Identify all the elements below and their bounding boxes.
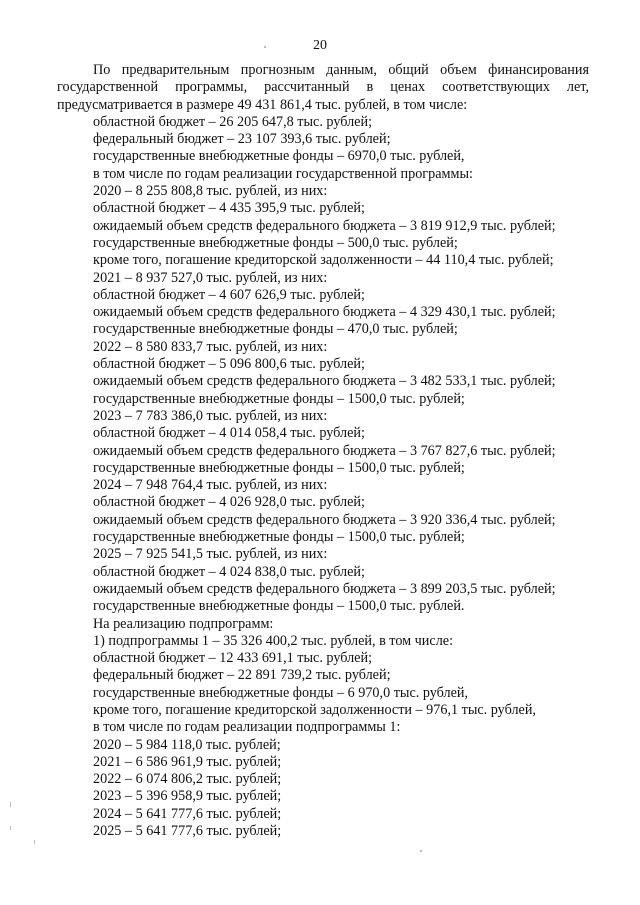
- page-number: 20: [313, 38, 327, 53]
- text-line: кроме того, погашение кредиторской задолженности – 976,1 тыс. рублей,: [93, 701, 536, 718]
- text-line: ожидаемый объем средств федерального бюджета – 3 767 827,6 тыс. рублей;: [93, 442, 556, 459]
- scan-speck: [34, 840, 35, 844]
- text-line: государственной программы, рассчитанный в ценах соответствующих лет,: [57, 79, 589, 96]
- text-line: государственные внебюджетные фонды – 1500,0 тыс. рублей;: [93, 459, 465, 476]
- text-line: 2021 – 8 937 527,0 тыс. рублей, из них:: [93, 269, 328, 286]
- text-line: государственные внебюджетные фонды – 1500,0 тыс. рублей;: [93, 390, 465, 407]
- text-line: федеральный бюджет – 23 107 393,6 тыс. рублей;: [93, 131, 391, 148]
- text-line: 2025 – 7 925 541,5 тыс. рублей, из них:: [93, 546, 328, 563]
- text-line: 2021 – 6 586 961,9 тыс. рублей;: [93, 753, 282, 770]
- document-body: [57, 62, 589, 840]
- text-line: государственные внебюджетные фонды – 500,0 тыс. рублей;: [93, 234, 458, 251]
- scan-speck: [420, 850, 422, 852]
- text-line: государственные внебюджетные фонды – 470,0 тыс. рублей;: [93, 321, 458, 338]
- text-line: 1) подпрограммы 1 – 35 326 400,2 тыс. рублей, в том числе:: [93, 632, 454, 649]
- text-line: областной бюджет – 4 014 058,4 тыс. рублей;: [93, 425, 365, 442]
- text-line: 2023 – 7 783 386,0 тыс. рублей, из них:: [93, 407, 328, 424]
- text-line: На реализацию подпрограмм:: [93, 615, 274, 632]
- text-line: 2020 – 5 984 118,0 тыс. рублей;: [93, 736, 281, 753]
- text-line: в том числе по годам реализации подпрограммы 1:: [93, 719, 401, 736]
- text-line: 2024 – 5 641 777,6 тыс. рублей;: [93, 805, 282, 822]
- text-line: государственные внебюджетные фонды – 6 970,0 тыс. рублей,: [93, 684, 469, 701]
- text-line: областной бюджет – 4 435 395,9 тыс. рублей;: [93, 200, 365, 217]
- text-line: 2022 – 8 580 833,7 тыс. рублей, из них:: [93, 338, 328, 355]
- text-line: 2023 – 5 396 958,9 тыс. рублей;: [93, 788, 282, 805]
- text-line: кроме того, погашение кредиторской задолженности – 44 110,4 тыс. рублей;: [93, 252, 554, 269]
- text-line: федеральный бюджет – 22 891 739,2 тыс. рублей;: [93, 667, 391, 684]
- text-line: областной бюджет – 12 433 691,1 тыс. рублей;: [93, 650, 373, 667]
- text-line: 2024 – 7 948 764,4 тыс. рублей, из них:: [93, 477, 328, 494]
- text-line: 2022 – 6 074 806,2 тыс. рублей;: [93, 771, 282, 788]
- scan-speck: [10, 826, 11, 830]
- text-line: ожидаемый объем средств федерального бюджета – 4 329 430,1 тыс. рублей;: [93, 304, 556, 321]
- text-line: государственные внебюджетные фонды – 1500,0 тыс. рублей.: [93, 598, 465, 615]
- text-line: областной бюджет – 4 024 838,0 тыс. рублей;: [93, 563, 365, 580]
- text-line: в том числе по годам реализации государственной программы:: [93, 165, 473, 182]
- text-line: областной бюджет – 4 607 626,9 тыс. рублей;: [93, 286, 365, 303]
- text-line: ожидаемый объем средств федерального бюджета – 3 899 203,5 тыс. рублей;: [93, 580, 556, 597]
- text-line: ожидаемый объем средств федерального бюджета – 3 920 336,4 тыс. рублей;: [93, 511, 556, 528]
- text-line: 2020 – 8 255 808,8 тыс. рублей, из них:: [93, 183, 328, 200]
- text-line: областной бюджет – 5 096 800,6 тыс. рублей;: [93, 356, 365, 373]
- text-line: По предварительным прогнозным данным, общий объем финансирования: [93, 62, 589, 78]
- scan-speck: [10, 802, 11, 807]
- text-line: областной бюджет – 4 026 928,0 тыс. рублей;: [93, 494, 365, 511]
- text-line: государственные внебюджетные фонды – 1500,0 тыс. рублей;: [93, 529, 465, 546]
- text-line: ожидаемый объем средств федерального бюджета – 3 482 533,1 тыс. рублей;: [93, 373, 556, 390]
- text-line: государственные внебюджетные фонды – 6970,0 тыс. рублей,: [93, 148, 465, 165]
- text-line: областной бюджет – 26 205 647,8 тыс. рублей;: [93, 113, 373, 130]
- text-line: ожидаемый объем средств федерального бюджета – 3 819 912,9 тыс. рублей;: [93, 217, 556, 234]
- text-line: предусматривается в размере 49 431 861,4 тыс. рублей, в том числе:: [57, 96, 468, 113]
- text-line: 2025 – 5 641 777,6 тыс. рублей;: [93, 823, 282, 840]
- scan-speck: [264, 46, 266, 48]
